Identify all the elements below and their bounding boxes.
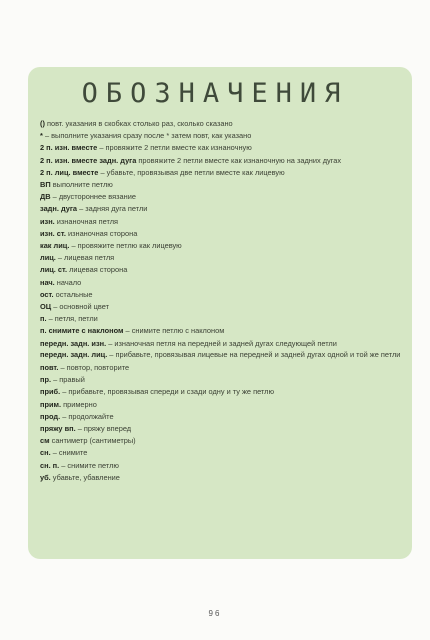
abbreviation-definition: – продолжайте: [60, 411, 114, 421]
abbreviation-term: *: [40, 131, 43, 141]
abbreviation-term: повт.: [40, 363, 59, 373]
list-item: [40, 472, 405, 484]
abbreviation-definition: – правый: [51, 375, 85, 385]
list-item: [40, 277, 405, 289]
abbreviation-definition: остальные: [53, 289, 93, 299]
list-item: [40, 167, 405, 179]
abbreviation-definition: – снимите петлю с наклоном: [123, 326, 225, 336]
abbreviation-term: ДВ: [40, 192, 51, 202]
abbreviation-definition: повт. указания в скобках столько раз, сколько сказано: [44, 119, 233, 128]
abbreviation-definition: – снимите: [50, 448, 88, 458]
list-item: [40, 252, 405, 264]
list-item: [40, 155, 405, 167]
abbreviation-term: передн. задн. изн.: [40, 338, 107, 348]
page-number: 96: [208, 609, 222, 618]
abbreviation-term: п.: [40, 314, 47, 324]
abbreviation-definition: провяжите 2 петли вместе как изнаночную на задних дугах: [136, 155, 342, 165]
abbreviation-term: ОЦ: [40, 302, 52, 312]
abbreviation-definition: – прибавьте, провязывая спереди и сзади одну и ту же петлю: [60, 387, 275, 397]
abbreviation-term: изн. ст.: [40, 228, 66, 238]
abbreviation-term: уб.: [40, 472, 51, 482]
abbreviation-term: сн. п.: [40, 460, 60, 470]
abbreviation-term: пр.: [40, 375, 52, 385]
abbreviation-definition: – снимите петлю: [59, 460, 119, 470]
list-item: [40, 240, 405, 252]
list-item: [40, 289, 405, 301]
list-item: [40, 411, 405, 423]
abbreviation-term: задн. дуга: [40, 204, 78, 214]
list-item: [40, 191, 405, 203]
list-item: [40, 435, 405, 447]
abbreviation-term: ВП: [40, 180, 51, 190]
list-item: [40, 216, 405, 228]
list-item: [40, 374, 405, 386]
abbreviation-definition: – задняя дуга петли: [77, 204, 148, 214]
abbreviation-term: 2 п. изн. вместе задн. дуга: [40, 155, 137, 165]
abbreviation-definition: сантиметр (сантиметры): [49, 436, 136, 446]
abbreviation-term: лиц. ст.: [40, 265, 68, 275]
abbreviation-term: (): [40, 119, 45, 128]
abbreviation-term: пряжу вп.: [40, 424, 76, 434]
list-item: [40, 399, 405, 411]
list-item: [40, 313, 405, 325]
abbreviation-term: прод.: [40, 411, 61, 421]
abbreviation-definition: – петля, петли: [46, 314, 98, 324]
abbreviation-definition: – провяжите 2 петли вместе как изнаночную: [97, 143, 252, 153]
abbreviation-definition: – повтор, повторите: [58, 363, 130, 373]
abbreviation-term: как лиц.: [40, 241, 70, 251]
list-item: [40, 362, 405, 374]
abbreviation-definition: – основной цвет: [51, 302, 109, 312]
abbreviation-definition: выполните петлю: [50, 180, 113, 190]
abbreviation-term: приб.: [40, 387, 61, 397]
list-item: [40, 447, 405, 459]
abbreviation-definition: – двустороннее вязание: [50, 192, 136, 202]
page-title: ОБОЗНАЧЕНИЯ: [81, 78, 349, 109]
abbreviation-definition: примерно: [61, 399, 97, 409]
abbreviation-definition: – пряжу вперед: [75, 424, 132, 434]
abbreviation-term: см: [40, 436, 50, 446]
list-item: [40, 460, 405, 472]
list-item: [40, 228, 405, 240]
list-item: [40, 130, 405, 142]
abbreviation-definition: – выполните указания сразу после * затем повт, как указано: [42, 131, 252, 141]
abbreviation-definition: – провяжите петлю как лицевую: [69, 241, 182, 251]
abbreviation-definition: – изнаночная петля на передней и задней дугах следующей петли: [106, 338, 337, 348]
abbreviation-term: сн.: [40, 448, 51, 458]
abbreviation-term: прим.: [40, 399, 62, 409]
abbreviation-definition: изнаночная сторона: [65, 228, 138, 238]
list-item: [40, 264, 405, 276]
list-item: [40, 386, 405, 398]
abbreviation-definition: лицевая сторона: [67, 265, 128, 275]
list-item: [40, 423, 405, 435]
abbreviation-term: п. снимите с наклоном: [40, 326, 124, 336]
abbreviation-definition: начало: [54, 277, 82, 287]
list-item: [40, 325, 405, 337]
list-item: [40, 142, 405, 154]
list-item: [40, 350, 405, 361]
abbreviation-definition: убавьте, убавление: [50, 472, 120, 482]
abbreviation-term: нач.: [40, 277, 55, 287]
list-item: [40, 203, 405, 215]
abbreviation-definition: – убавьте, провязывая две петли вместе как лицевую: [98, 167, 285, 177]
abbreviation-definition: изнаночная петля: [54, 216, 119, 226]
abbreviation-definition: – прибавьте, провязывая лицевые на передней и задней дугах одной и той же петли: [107, 349, 401, 359]
abbreviation-definition: – лицевая петля: [55, 253, 115, 263]
abbreviation-term: ост.: [40, 289, 54, 299]
abbreviation-term: 2 п. изн. вместе: [40, 143, 98, 153]
list-item: [40, 179, 405, 191]
abbreviation-list: [40, 118, 405, 484]
list-item: [40, 338, 405, 350]
abbreviation-term: 2 п. лиц. вместе: [40, 167, 99, 177]
list-item: [40, 301, 405, 313]
list-item: [40, 118, 405, 130]
abbreviation-term: изн.: [40, 216, 55, 226]
abbreviation-term: лиц.: [40, 253, 56, 263]
abbreviation-term: передн. задн. лиц.: [40, 349, 108, 359]
